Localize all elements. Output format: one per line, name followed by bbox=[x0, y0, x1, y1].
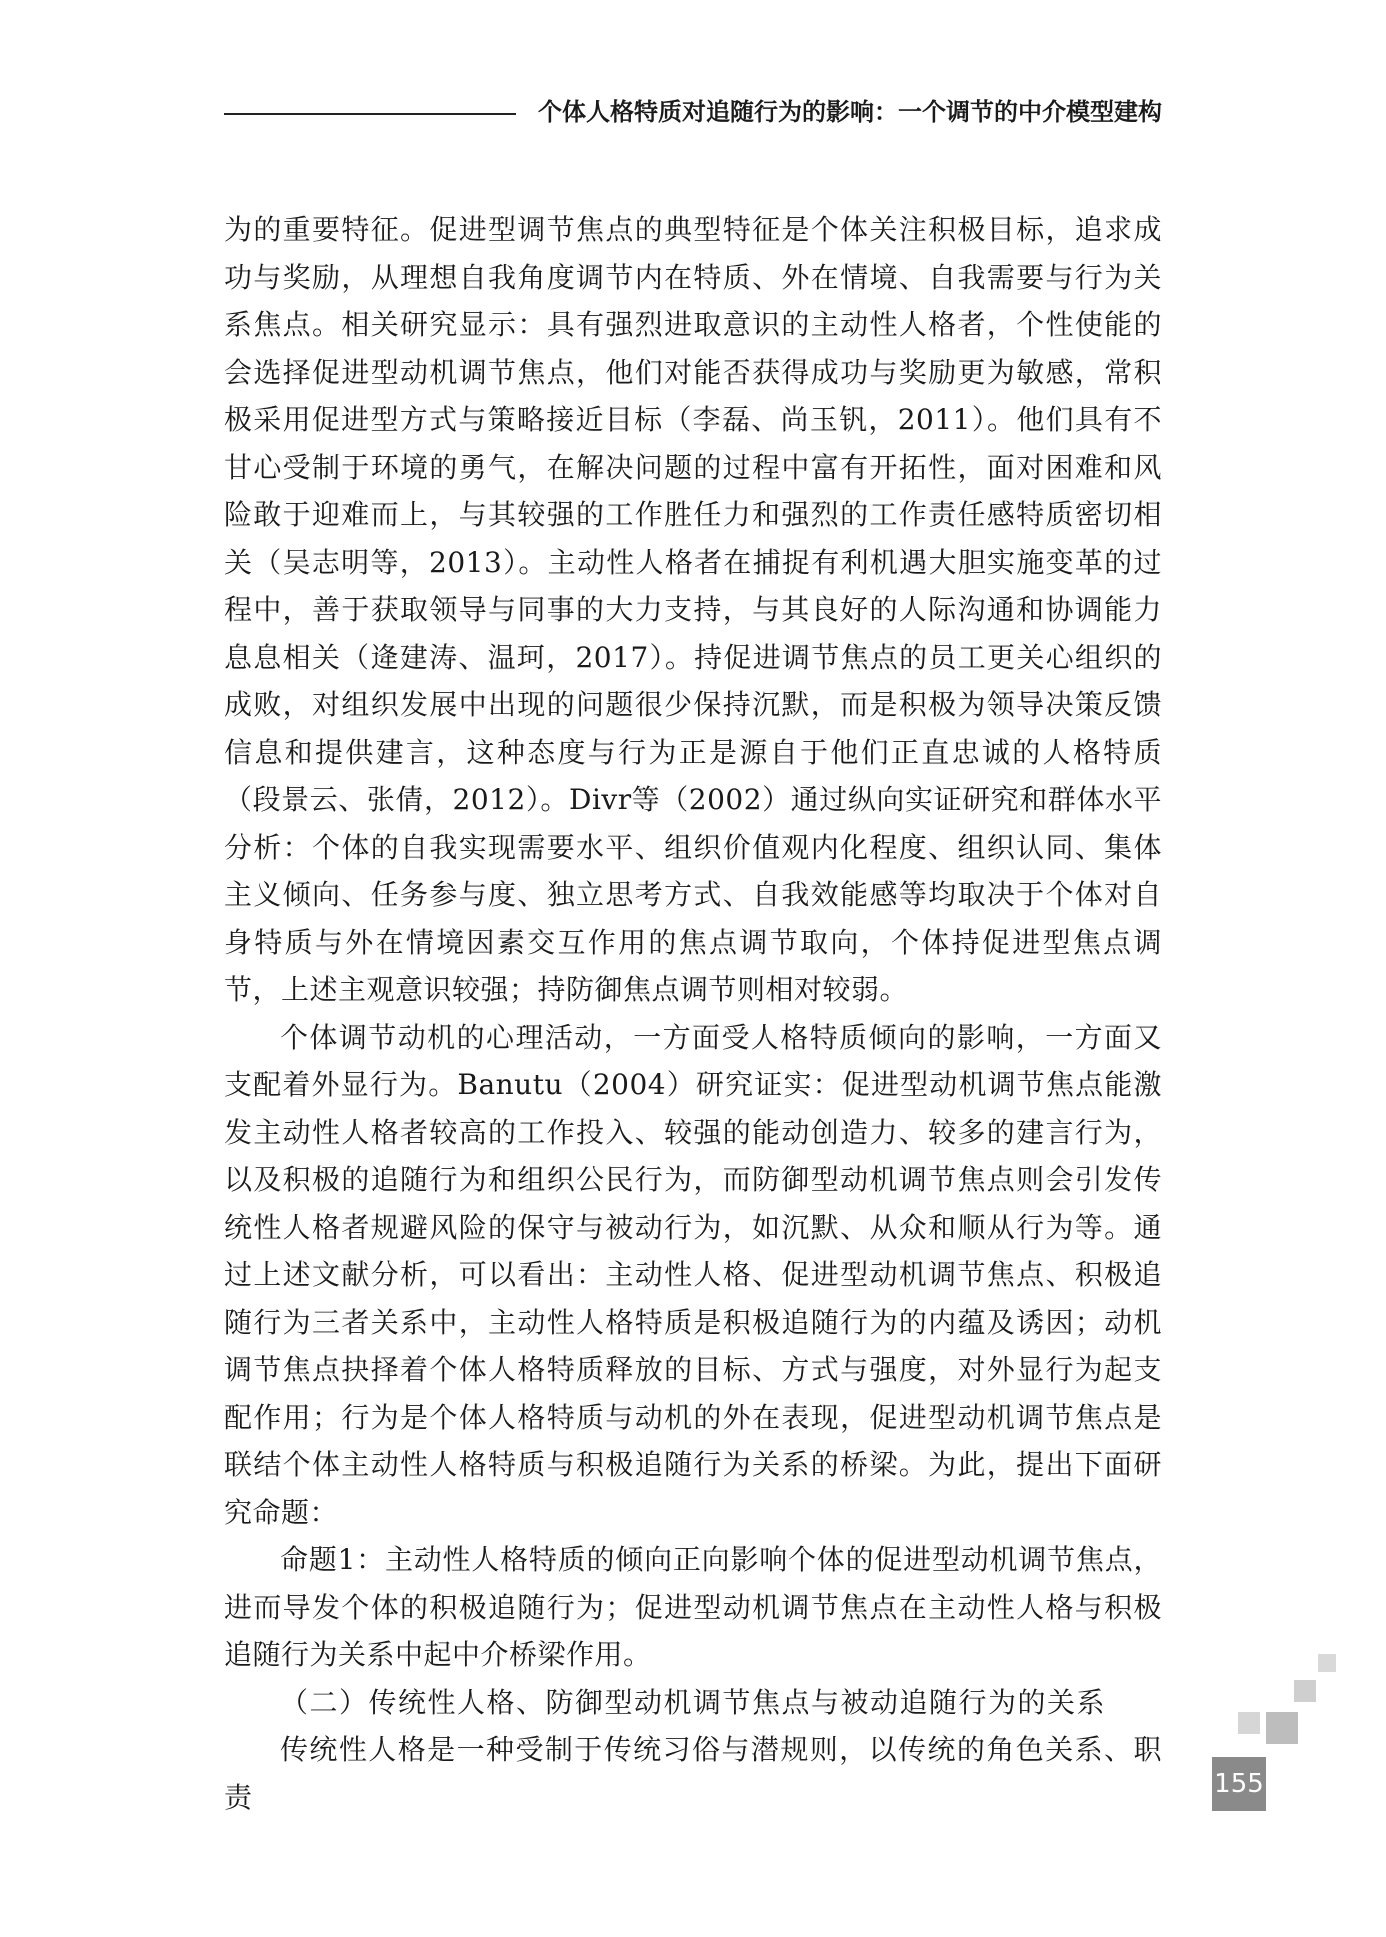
paragraph-3: 传统性人格是一种受制于传统习俗与潜规则，以传统的角色关系、职责 bbox=[224, 1733, 1162, 1814]
running-header: 个体人格特质对追随行为的影响：一个调节的中介模型建构 bbox=[538, 98, 1162, 126]
page-number: 155 bbox=[1212, 1757, 1266, 1811]
header-rule bbox=[224, 113, 516, 115]
paragraph-1: 为的重要特征。促进型调节焦点的典型特征是个体关注积极目标，追求成功与奖励，从理想自我角度调节内在特质、外在情境、自我需要与行为关系焦点。相关研究显示：具有强烈进取意识的主动性人格者，个性使能的会选择促进型动机调节焦点，他们对能否获得成功与奖励更为敏感，常积极采用促进型方式与策略接近目标（李磊、尚玉钒，2011）。他们具有不甘心受制于环境的勇气，在解决问题的过程中富有开拓性，面对困难和风险敢于迎难而上，与其较强的工作胜任力和强烈的工作责任感特质密切相关（吴志明等，2013）。主动性人格者在捕捉有利机遇大胆实施变革的过程中，善于获取领导与同事的大力支持，与其良好的人际沟通和协调能力息息相关（逄建涛、温珂，2017）。持促进调节焦点的员工更关心组织的成败，对组织发展中出现的问题很少保持沉默，而是积极为领导决策反馈信息和提供建言，这种态度与行为正是源自于他们正直忠诚的人格特质（段景云、张倩，2012）。Divr等（2002）通过纵向实证研究和群体水平分析：个体的自我实现需要水平、组织价值观内化程度、组织认同、集体主义倾向、任务参与度、独立思考方式、自我效能感等均取决于个体对自身特质与外在情境因素交互作用的焦点调节取向，个体持促进型焦点调节，上述主观意识较强；持防御焦点调节则相对较弱。 bbox=[224, 213, 1162, 1006]
decorative-square bbox=[1318, 1654, 1336, 1672]
decorative-square bbox=[1238, 1712, 1260, 1734]
decorative-square bbox=[1266, 1712, 1298, 1744]
body-text bbox=[224, 206, 1162, 1821]
decorative-square bbox=[1294, 1680, 1316, 1702]
section-heading: （二）传统性人格、防御型动机调节焦点与被动追随行为的关系 bbox=[280, 1685, 1107, 1719]
paragraph-2: 个体调节动机的心理活动，一方面受人格特质倾向的影响，一方面又支配着外显行为。Banutu（2004）研究证实：促进型动机调节焦点能激发主动性人格者较高的工作投入、较强的能动创造力、较多的建言行为，以及积极的追随行为和组织公民行为，而防御型动机调节焦点则会引发传统性人格者规避风险的保守与被动行为，如沉默、从众和顺从行为等。通过上述文献分析，可以看出：主动性人格、促进型动机调节焦点、积极追随行为三者关系中，主动性人格特质是积极追随行为的内蕴及诱因；动机调节焦点抉择着个体人格特质释放的目标、方式与强度，对外显行为起支配作用；行为是个体人格特质与动机的外在表现，促进型动机调节焦点是联结个体主动性人格特质与积极追随行为关系的桥梁。为此，提出下面研究命题： bbox=[224, 1020, 1162, 1529]
proposition-1: 命题1：主动性人格特质的倾向正向影响个体的促进型动机调节焦点，进而导发个体的积极追随行为；促进型动机调节焦点在主动性人格与积极追随行为关系中起中介桥梁作用。 bbox=[224, 1543, 1162, 1671]
